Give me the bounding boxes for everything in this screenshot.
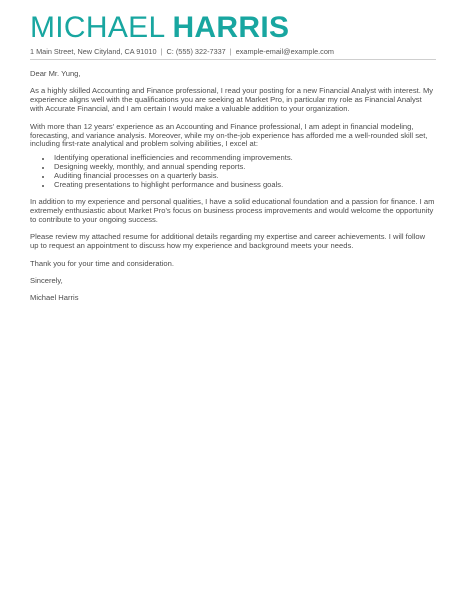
letter-body	[30, 70, 435, 303]
list-item: • Creating presentations to highlight performance and business goals.	[52, 181, 435, 190]
closing: Sincerely,	[30, 275, 63, 285]
thanks-line: Thank you for your time and consideration.	[30, 258, 174, 268]
email: example-email@example.com	[235, 47, 334, 56]
applicant-name	[30, 13, 433, 43]
contact-separator: |	[229, 47, 232, 56]
list-item: • Designing weekly, monthly, and annual spending reports.	[52, 163, 435, 172]
contact-separator: |	[160, 47, 163, 56]
paragraph-experience: With more than 12 years' experience as an Accounting and Finance professional, I am adept in financial modeling, forecasting, and variance analysis. Moreover, while my on-the-job experience has afforded me a well-rounded skill set, including first-rate analytical and problem solving abilities, I excel at:	[30, 121, 428, 149]
list-item: • Identifying operational inefficiencies and recommending improvements.	[52, 154, 435, 163]
salutation: Dear Mr. Yung,	[30, 69, 81, 78]
first-name: MICHAEL	[30, 11, 166, 44]
header-divider	[30, 59, 436, 60]
paragraph-education: In addition to my experience and personal qualities, I have a solid educational foundation and a passion for finance. I am extremely enthusiastic about Market Pro's focus on business process improvements and would welcome the opportunity to contribute to your ongoing success.	[30, 196, 435, 224]
address: 1 Main Street, New Cityland, CA 91010	[30, 47, 157, 56]
signature: Michael Harris	[30, 293, 79, 303]
paragraph-intro: As a highly skilled Accounting and Finance professional, I read your posting for a new Financial Analyst with interest. My experience aligns well with the qualifications you are seeking at Market Pro, in particular my role as Financial Analyst with Accurate Financial, and I am certain I would make a valuable addition to your organization.	[30, 86, 434, 114]
phone: C: (555) 322-7337	[166, 47, 226, 56]
contact-line	[30, 47, 433, 57]
last-name: HARRIS	[172, 11, 290, 44]
skills-list	[30, 154, 435, 190]
paragraph-follow-up: Please review my attached resume for additional details regarding my expertise and career achievements. I will follow up to request an appointment to discuss how my experience and background meets your needs.	[30, 232, 426, 251]
list-item: • Auditing financial processes on a quarterly basis.	[52, 172, 435, 181]
